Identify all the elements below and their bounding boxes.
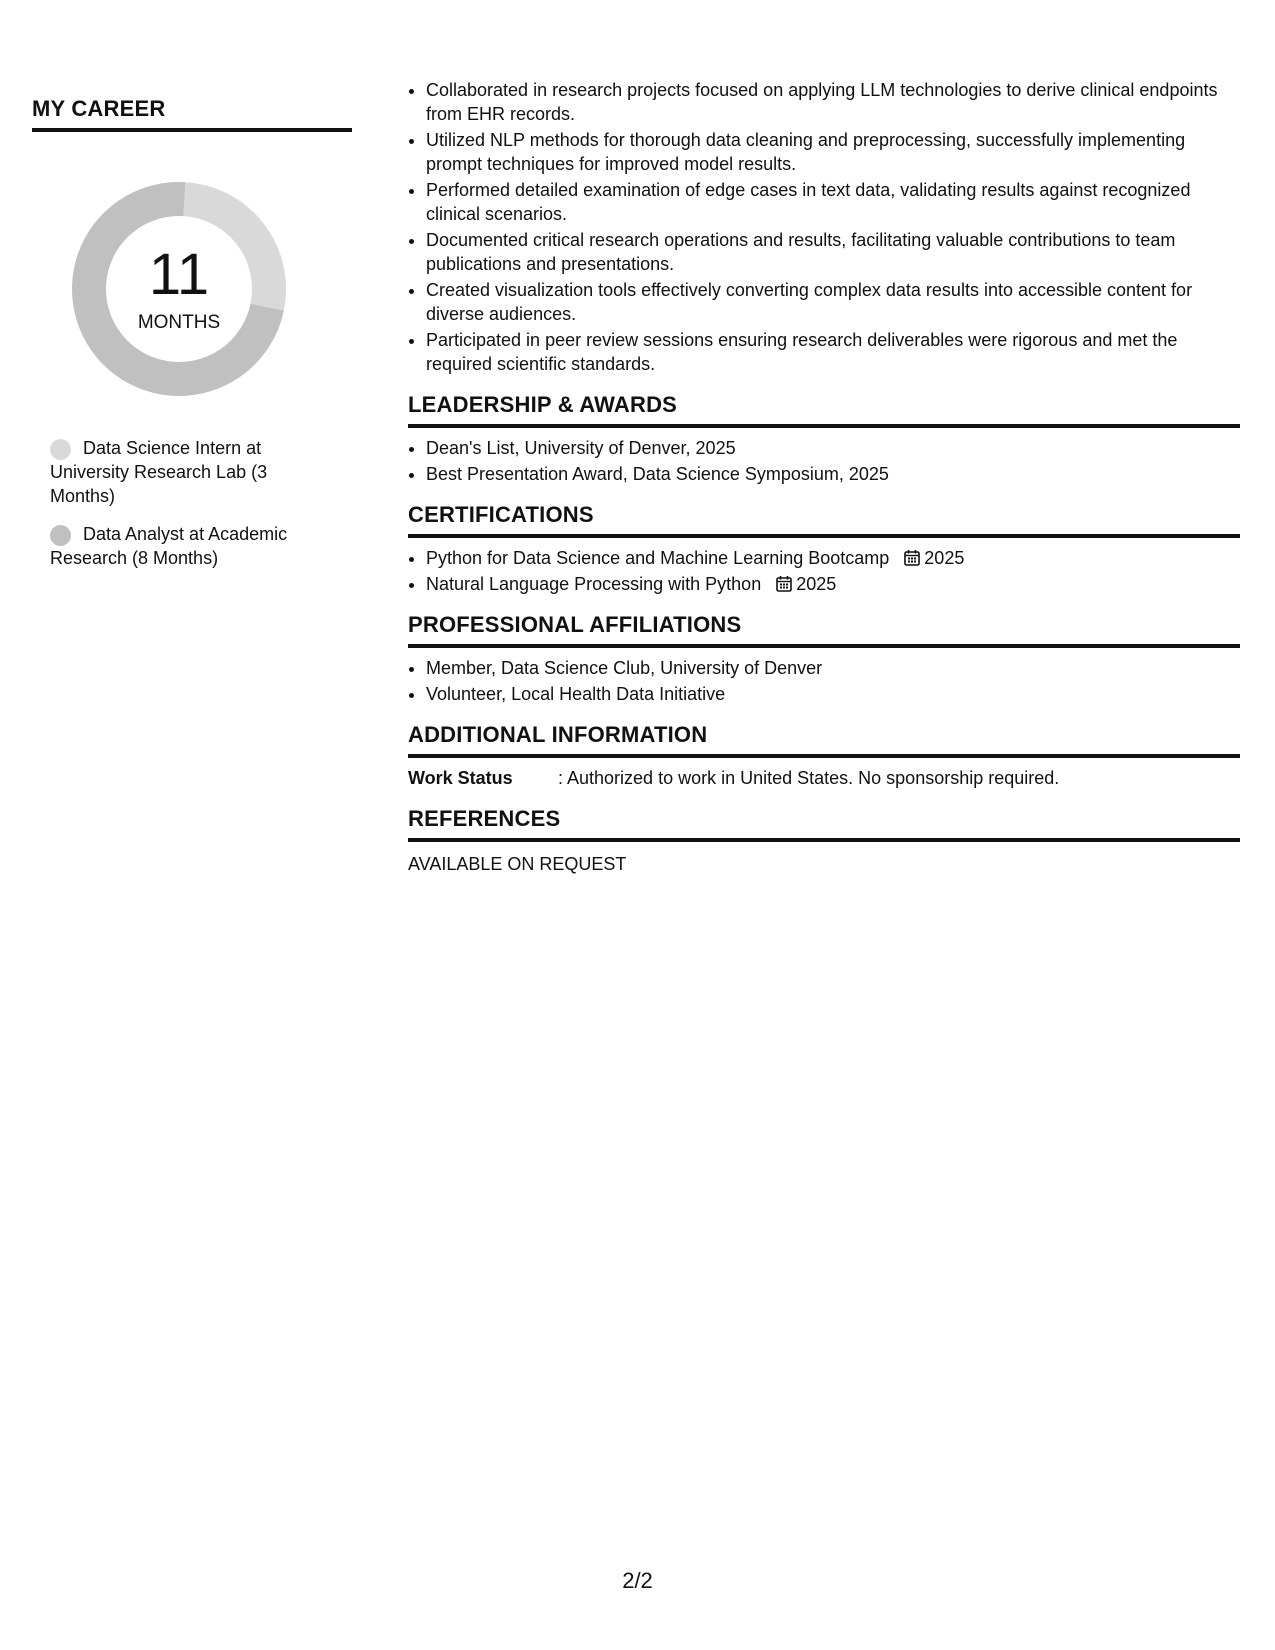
list-item: • Dean's List, University of Denver, 2025	[426, 436, 1240, 460]
references-text: AVAILABLE ON REQUEST	[408, 854, 627, 874]
list-item: • Collaborated in research projects focused on applying LLM technologies to derive clinical endpoints from EHR records.	[426, 78, 1240, 126]
work-status-row	[408, 766, 1240, 790]
career-title: MY CAREER	[32, 96, 352, 132]
list-item: • Utilized NLP methods for thorough data cleaning and preprocessing, successfully implementing prompt techniques for improved model results.	[426, 128, 1240, 176]
legend-item	[50, 522, 320, 570]
leadership-list	[408, 436, 1240, 486]
list-item	[426, 572, 1240, 596]
main-column	[408, 78, 1240, 876]
list-item: • Participated in peer review sessions ensuring research deliverables were rigorous and met the required scientific standards.	[426, 328, 1240, 376]
certification-name: Python for Data Science and Machine Learning Bootcamp	[426, 548, 890, 568]
certification-year: 2025	[796, 574, 837, 594]
page-number: 2/2	[622, 1568, 653, 1593]
certification-year: 2025	[924, 548, 965, 568]
certifications-list	[408, 546, 1240, 596]
additional-info-title: ADDITIONAL INFORMATION	[408, 722, 1240, 758]
legend-label: Data Science Intern at University Research Lab (3 Months)	[50, 438, 268, 506]
career-legend	[32, 436, 320, 570]
legend-dot-icon	[50, 525, 71, 546]
affiliations-list	[408, 656, 1240, 706]
list-item: • Documented critical research operations and results, facilitating valuable contributions to team publications and presentations.	[426, 228, 1240, 276]
list-item: • Volunteer, Local Health Data Initiative	[426, 682, 1240, 706]
leadership-section	[408, 392, 1240, 486]
list-item: • Best Presentation Award, Data Science Symposium, 2025	[426, 462, 1240, 486]
donut-total-value: 11	[148, 242, 210, 307]
work-status-value: : Authorized to work in United States. No sponsorship required.	[558, 768, 1060, 788]
list-item: • Performed detailed examination of edge cases in text data, validating results against recognized clinical scenarios.	[426, 178, 1240, 226]
references-section	[408, 806, 1240, 876]
career-donut-chart	[64, 174, 294, 404]
donut-total-unit: MONTHS	[137, 312, 221, 333]
list-item: • Member, Data Science Club, University of Denver	[426, 656, 1240, 680]
affiliations-title: PROFESSIONAL AFFILIATIONS	[408, 612, 1240, 648]
additional-info-section	[408, 722, 1240, 790]
experience-bullet-list	[408, 78, 1240, 376]
references-title: REFERENCES	[408, 806, 1240, 842]
affiliations-section	[408, 612, 1240, 706]
list-item: • Created visualization tools effectively converting complex data results into accessible content for diverse audiences.	[426, 278, 1240, 326]
legend-label: Data Analyst at Academic Research (8 Months)	[50, 524, 288, 568]
legend-item	[50, 436, 320, 508]
certification-name: Natural Language Processing with Python	[426, 574, 762, 594]
certifications-title: CERTIFICATIONS	[408, 502, 1240, 538]
calendar-icon	[904, 549, 920, 566]
certifications-section	[408, 502, 1240, 596]
work-status-label: Work Status	[408, 768, 513, 788]
certification-date	[904, 546, 964, 570]
certification-date	[776, 572, 836, 596]
leadership-title: LEADERSHIP & AWARDS	[408, 392, 1240, 428]
donut-center	[64, 174, 294, 404]
calendar-icon	[776, 575, 792, 592]
legend-dot-icon	[50, 439, 71, 460]
career-column	[32, 96, 352, 584]
list-item	[426, 546, 1240, 570]
